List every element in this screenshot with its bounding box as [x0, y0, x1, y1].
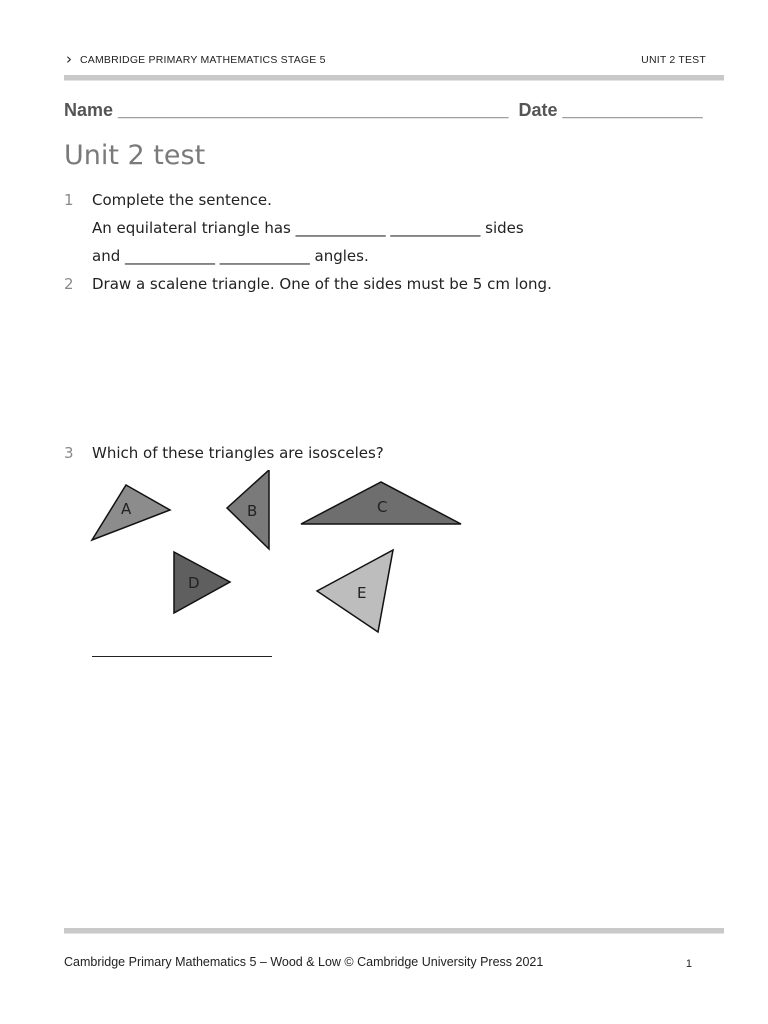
triangle-a [92, 485, 170, 540]
question-3-number: 3 [64, 444, 74, 462]
triangle-e [317, 550, 393, 632]
question-1-line-1: Complete the sentence. [92, 191, 272, 209]
date-field-label: Date ______________ [518, 100, 703, 120]
question-2-line-1: Draw a scalene triangle. One of the sides must be 5 cm long. [92, 275, 552, 293]
question-1-line-2: An equilateral triangle has ____________ ____________ sides [92, 219, 524, 237]
name-date-row [64, 100, 708, 121]
triangle-c [301, 482, 461, 524]
triangle-a-label: A [121, 500, 132, 518]
triangle-e-label: E [357, 584, 367, 602]
header-unit-label: UNIT 2 TEST [641, 54, 706, 66]
question-1-line-3: and ____________ ____________ angles. [92, 247, 369, 265]
triangles-figure [80, 470, 480, 645]
question-3-line-1: Which of these triangles are isosceles? [92, 444, 384, 462]
question-1-number: 1 [64, 191, 74, 209]
footer-credit: Cambridge Primary Mathematics 5 – Wood & Low © Cambridge University Press 2021 [64, 955, 544, 969]
name-field-label: Name _______________________________________ [64, 100, 509, 120]
header-series-title: CAMBRIDGE PRIMARY MATHEMATICS STAGE 5 [80, 54, 326, 66]
triangle-c-label: C [377, 498, 388, 516]
footer-divider [64, 928, 724, 934]
header-divider [64, 75, 724, 81]
page-title: Unit 2 test [64, 140, 206, 171]
answer-line [92, 656, 272, 657]
chevron-right-icon: › [66, 50, 72, 68]
triangle-d-label: D [188, 574, 200, 592]
triangle-b [227, 470, 269, 549]
page-number: 1 [685, 958, 692, 970]
question-2-number: 2 [64, 275, 74, 293]
triangle-d [174, 552, 230, 613]
triangle-b-label: B [247, 502, 258, 520]
